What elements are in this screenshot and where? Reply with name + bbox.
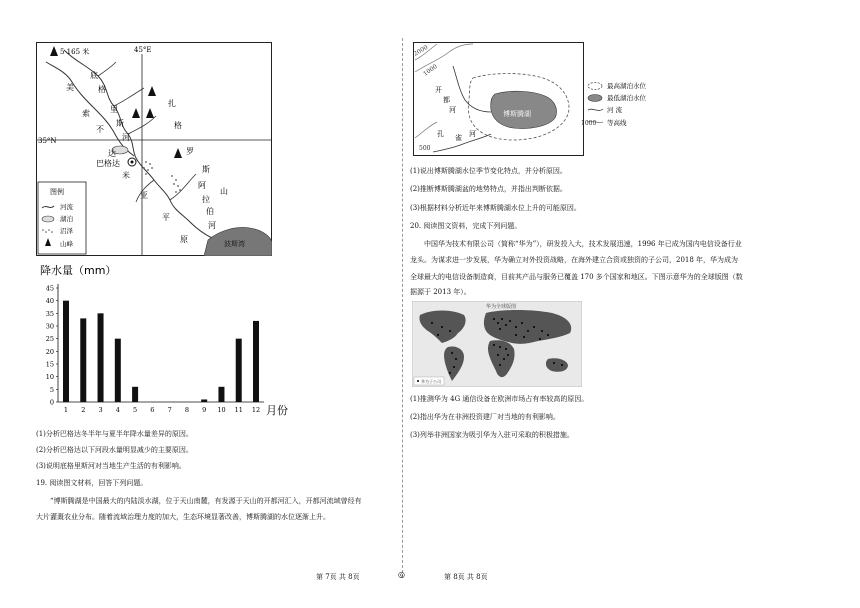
map-char: 罗 (186, 147, 194, 156)
contour-label-500: 500 (419, 145, 431, 152)
y-tick-label: 0 (49, 398, 54, 407)
x-tick-label: 5 (133, 406, 138, 414)
map-char: 不 (96, 125, 104, 134)
subsidiary-legend-icon (417, 380, 419, 382)
river-char: 开 (435, 86, 442, 94)
map-char: 格 (174, 121, 182, 130)
bosten-lake-map (413, 42, 669, 156)
x-tick-label: 3 (98, 406, 103, 414)
contour-label-1000: 1000 (422, 63, 439, 78)
mesopotamia-map (36, 42, 272, 256)
legend-item: 沼泽 (60, 227, 73, 235)
question-20-paragraph-line3: 全球最大的电信设备制造商，目前其产品与服务已覆盖 170 多个国家和地区。下图示意华为的全球版图（数 (410, 273, 743, 281)
latitude-label: 35°N (38, 137, 57, 145)
page-number-left: 第 7页 共 8页 (316, 573, 360, 581)
y-tick-label: 25 (45, 335, 54, 344)
binding-mark-icon: ◎ (398, 570, 405, 579)
river-char: 河 (449, 106, 456, 114)
map-char: 达 (108, 149, 116, 158)
legend-contour-value: 1000 (581, 120, 597, 127)
left-question-1: (1)分析巴格达冬半年与夏半年降水量差异的原因。 (36, 430, 193, 438)
map-char: 扎 (168, 99, 176, 108)
map-char: 亚 (140, 191, 148, 200)
world-map-legend-label: 华为子公司 (421, 379, 441, 384)
q19-sub-question-3: (3)根据材料分析近年来博斯腾湖水位上升的可能原因。 (410, 204, 581, 212)
bar-month-5 (132, 387, 138, 402)
bar-month-10 (218, 387, 224, 402)
q20-sub-question-2: (2)指出华为在非洲投资建厂对当地的有利影响。 (410, 413, 560, 421)
river-char: 都 (443, 96, 450, 104)
map-char: 里 (110, 105, 118, 114)
page-number-right: 第 8页 共 8页 (444, 573, 488, 581)
question-20-header: 20. 阅读图文资料，完成下列问题。 (410, 222, 522, 230)
river-char: 河 (469, 130, 476, 138)
x-tick-label: 10 (217, 406, 226, 414)
map-char: 山 (220, 187, 228, 196)
question-19-header: 19. 阅读图文材料，回答下列问题。 (36, 479, 148, 487)
legend-title: 图例 (50, 188, 64, 196)
huawei-world-map (412, 301, 582, 387)
highest-level-legend-icon (588, 83, 602, 90)
baghdad-label: 巴格达 (96, 159, 120, 168)
map-char: 原 (180, 235, 188, 244)
map-char: 底 (90, 71, 98, 80)
legend-item: 等高线 (607, 119, 627, 127)
map-char: 格 (98, 85, 106, 94)
left-question-3: (3)说明底格里斯河对当地生产生活的有利影响。 (36, 462, 186, 470)
bar-month-1 (63, 301, 69, 402)
y-tick-label: 5 (49, 385, 54, 394)
map-char: 平 (162, 213, 170, 222)
x-tick-label: 2 (81, 406, 86, 414)
persian-gulf-label: 波斯湾 (224, 240, 245, 248)
legend-item: 最低湖泊水位 (607, 94, 646, 102)
x-tick-label: 12 (251, 406, 261, 414)
contour-label-2000: 2000 (413, 44, 430, 58)
question-20-paragraph-line1: 中国华为技术有限公司（简称“华为”），研发投入大，技术发展迅速，1996 年已成为国内电信设备行业 (424, 240, 742, 248)
map-char: 河 (208, 221, 216, 230)
lake-name-label: 博斯腾湖 (503, 110, 531, 118)
x-tick-label: 11 (234, 406, 243, 414)
page-divider (402, 38, 403, 578)
x-axis-label: 月份 (266, 404, 288, 417)
x-tick-label: 6 (150, 406, 155, 414)
map-char: 斯 (202, 165, 210, 174)
question-19-paragraph-line2: 大片灌溉农业分布。随着流域治理力度的加大，生态环境显著改善，博斯腾湖的水位逐渐上升。 (36, 513, 330, 521)
map-char: 拉 (202, 195, 210, 204)
x-tick-label: 9 (202, 406, 207, 414)
map-char: 阿 (198, 181, 206, 190)
map-char: 斯 (116, 119, 124, 128)
map-char: 米 (122, 171, 130, 180)
x-tick-label: 8 (184, 406, 189, 414)
y-tick-label: 20 (45, 347, 54, 356)
bar-month-11 (236, 339, 242, 402)
precipitation-chart (36, 262, 298, 422)
y-tick-label: 45 (45, 284, 54, 293)
chart-title: 降水量（mm） (40, 264, 117, 277)
q20-sub-question-1: (1)推测华为 4G 通信设备在欧洲市场占有率较高的原因。 (410, 395, 589, 403)
legend-item: 最高湖泊水位 (607, 82, 646, 90)
q19-sub-question-2: (2)推断博斯腾湖盆的地势特点，并指出判断依据。 (410, 185, 567, 193)
legend-item: 河流 (60, 203, 73, 211)
bar-month-9 (201, 399, 207, 402)
bar-month-4 (115, 339, 121, 402)
longitude-label: 45°E (134, 46, 152, 54)
q20-sub-question-3: (3)列举非洲国家为吸引华为入驻可采取的积极措施。 (410, 431, 574, 439)
q19-sub-question-1: (1)说出博斯腾湖水位季节变化特点，并分析原因。 (410, 167, 567, 175)
question-20-paragraph-line2: 龙头。为谋求进一步发展，华为确立对外投资战略，在海外建立合资或独资的子公司，2018 年，华为成为 (410, 256, 739, 264)
river-char: 孔 (437, 130, 444, 138)
question-19-paragraph-line1: “博斯腾湖是中国最大的内陆淡水湖，位于天山南麓，有发源于天山的开都河汇入，开都河流域曾经有 (50, 497, 362, 505)
lowest-level-legend-icon (588, 95, 602, 102)
world-map-title: 华为全球版图 (486, 304, 517, 310)
left-question-2: (2)分析巴格达以下河段水量明显减少的主要原因。 (36, 446, 193, 454)
bar-month-3 (98, 313, 104, 402)
y-tick-label: 10 (45, 373, 54, 382)
legend-item: 河 流 (607, 106, 623, 114)
y-tick-label: 30 (45, 322, 54, 331)
y-tick-label: 35 (45, 309, 54, 318)
river-legend-icon (588, 109, 603, 110)
legend-item: 湖泊 (60, 215, 73, 223)
river-char: 雀 (455, 134, 462, 142)
y-tick-label: 40 (45, 297, 54, 306)
map-char: 伯 (206, 207, 214, 216)
map-char: 美 (66, 83, 74, 92)
x-tick-label: 1 (63, 406, 69, 414)
lake-legend-icon (42, 216, 54, 222)
legend-item: 山峰 (60, 240, 73, 248)
map-char: 河 (122, 133, 130, 142)
bar-month-2 (80, 318, 86, 402)
question-20-paragraph-line4: 据源于 2013 年）。 (410, 288, 471, 296)
x-tick-label: 7 (167, 406, 172, 414)
x-tick-label: 4 (115, 406, 120, 414)
bar-month-12 (253, 321, 259, 402)
map-char: 索 (82, 109, 90, 118)
y-tick-label: 15 (45, 360, 54, 369)
elevation-label: 5 165 米 (60, 48, 90, 56)
